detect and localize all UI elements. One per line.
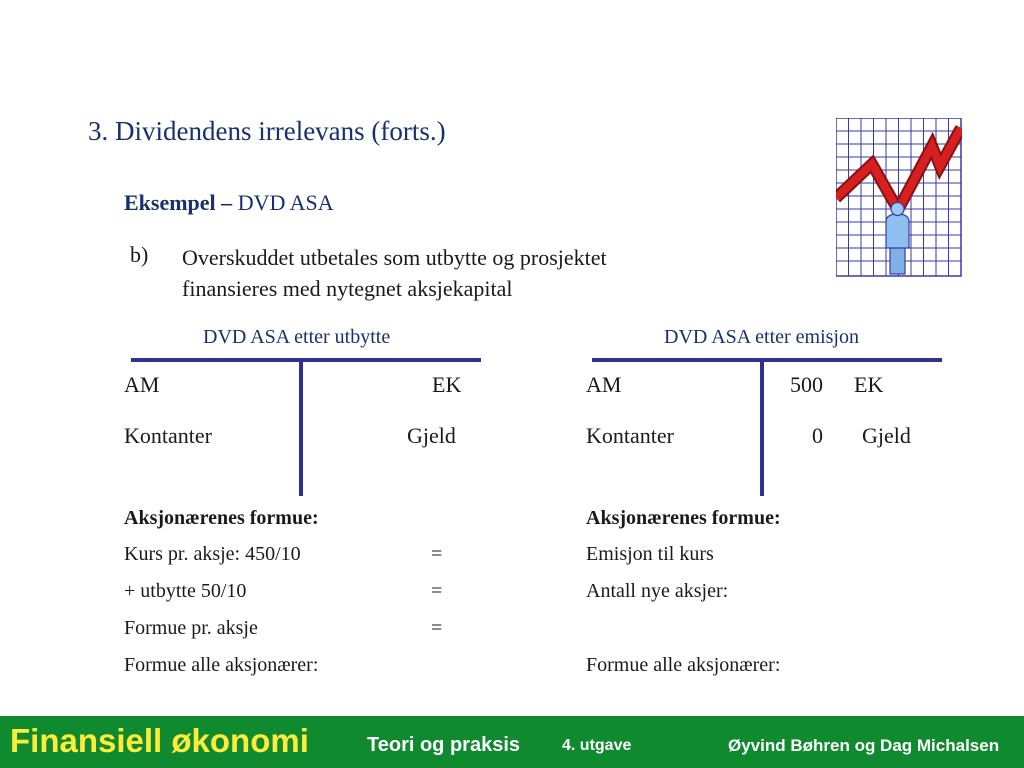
right-table-row1-left: AM xyxy=(586,372,622,397)
left-table-row2-right: Gjeld xyxy=(407,423,456,448)
right-formue-line2: Antall nye aksjer: xyxy=(586,580,729,602)
page-title: 3. Dividendens irrelevans (forts.) xyxy=(88,116,446,146)
left-formue-line2-eq: = xyxy=(431,580,443,602)
item-text xyxy=(182,242,607,304)
right-formue-heading xyxy=(586,507,781,530)
right-table-divider xyxy=(760,360,764,496)
right-formue-line1: Emisjon til kurs xyxy=(586,543,714,565)
footer-authors: Øyvind Bøhren og Dag Michalsen xyxy=(728,736,1000,755)
footer-edition: 4. utgave xyxy=(562,737,632,754)
left-formue-heading-text: Aksjonærenes formue: xyxy=(124,507,319,529)
left-formue-line3: Formue pr. aksje xyxy=(124,617,258,639)
example-label: Eksempel – xyxy=(124,190,233,215)
left-table-caption: DVD ASA etter utbytte xyxy=(203,326,391,348)
left-table-top-rule xyxy=(131,358,481,362)
right-table-caption: DVD ASA etter emisjon xyxy=(664,326,859,348)
right-formue-line4: Formue alle aksjonærer: xyxy=(586,654,781,676)
right-formue-heading-text: Aksjonærenes formue: xyxy=(586,507,781,529)
example-name: DVD ASA xyxy=(237,190,334,215)
left-formue-line2: + utbytte 50/10 xyxy=(124,580,247,602)
left-table-row1-right: EK xyxy=(432,372,462,397)
item-line-1: Overskuddet utbetales som utbytte og prosjektet xyxy=(182,245,607,270)
right-table-top-rule xyxy=(592,358,942,362)
left-table-row2-left: Kontanter xyxy=(124,423,212,448)
footer-subtitle: Teori og praksis xyxy=(367,734,521,756)
right-table-row2-value: 0 xyxy=(812,423,823,448)
footer-book-title: Finansiell økonomi xyxy=(10,722,309,759)
left-formue-line3-eq: = xyxy=(431,617,443,639)
item-line-2: finansieres med nytegnet aksjekapital xyxy=(182,276,513,301)
stock-chart-person-icon xyxy=(836,118,962,283)
footer-banner xyxy=(0,716,1024,768)
left-formue-line4: Formue alle aksjonærer: xyxy=(124,654,319,676)
left-formue-line1: Kurs pr. aksje: 450/10 xyxy=(124,543,301,565)
left-table-row1-left: AM xyxy=(124,372,160,397)
right-table-row1-value: 500 xyxy=(790,372,823,397)
left-table-divider xyxy=(299,360,303,496)
right-table-row1-right: EK xyxy=(854,372,884,397)
item-marker: b) xyxy=(130,242,149,267)
right-table-row2-left: Kontanter xyxy=(586,423,674,448)
left-formue-heading xyxy=(124,507,319,530)
example-heading xyxy=(124,190,334,216)
left-formue-line1-eq: = xyxy=(431,543,443,565)
right-table-row2-right: Gjeld xyxy=(862,423,911,448)
